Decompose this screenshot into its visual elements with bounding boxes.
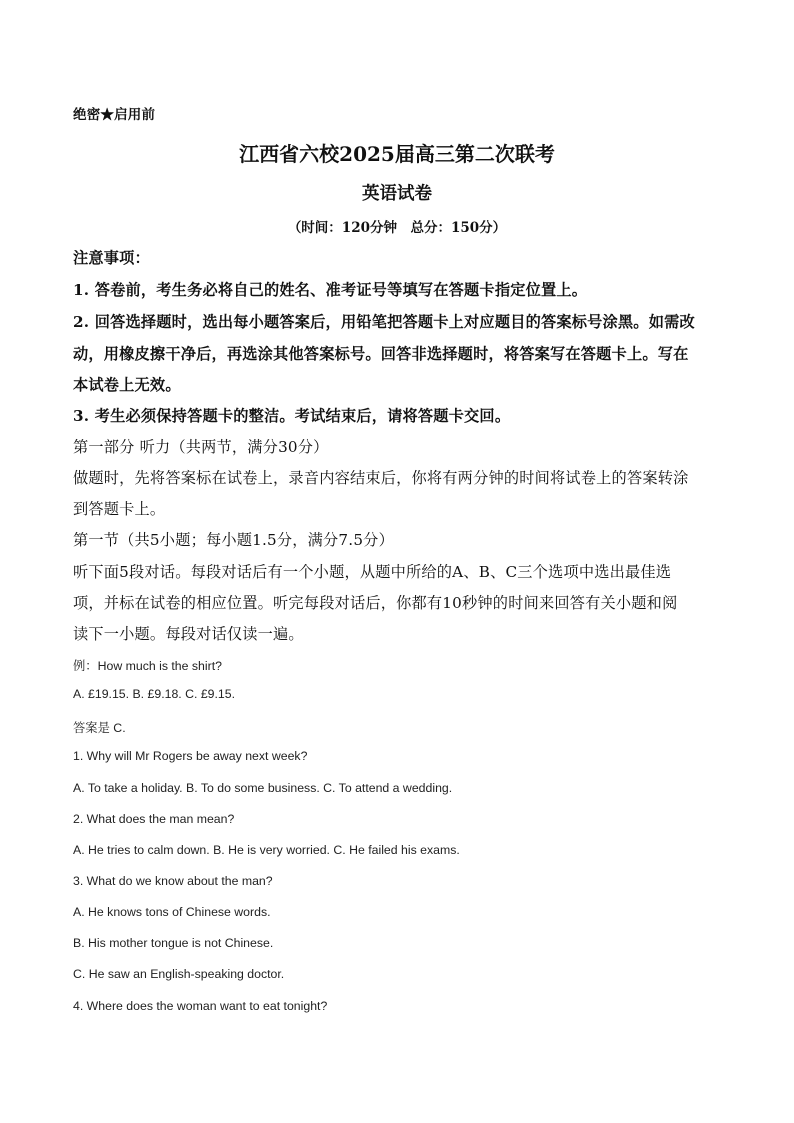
exam-title: 江西省六校2025届高三第二次联考 [239,142,555,166]
question-3-option-a: A. He knows tons of Chinese words. [73,905,271,919]
question-2-options: A. He tries to calm down. B. He is very worried. C. He failed his exams. [73,843,460,857]
question-1-options: A. To take a holiday. B. To do some business. C. To attend a wedding. [73,781,453,795]
part1-intro-line-1: 做题时，先将答案标在试卷上，录音内容结束后，你将有两分钟的时间将试卷上的答案转涂 [73,469,689,487]
question-1: 1. Why will Mr Rogers be away next week? [73,749,308,763]
part1-intro-line-2: 到答题卡上。 [73,500,166,518]
question-3-option-b: B. His mother tongue is not Chinese. [73,936,274,950]
exam-time-score: （时间：120分钟 总分：150分） [287,220,507,236]
part1-heading: 第一部分 听力（共两节，满分30分） [73,438,329,456]
notice-item-2-line-2: 动，用橡皮擦干净后，再选涂其他答案标号。回答非选择题时，将答案写在答题卡上。写在 [73,345,689,363]
section1-instruction-line-1: 听下面5段对话。每段对话后有一个小题，从题中所给的A、B、C三个选项中选出最佳选 [73,563,672,581]
question-3: 3. What do we know about the man? [73,874,273,888]
question-4: 4. Where does the woman want to eat tonight? [73,999,328,1013]
notice-heading: 注意事项： [73,249,150,267]
example-answer: 答案是 C. [73,721,126,735]
question-3-option-c: C. He saw an English-speaking doctor. [73,967,285,981]
section1-heading: 第一节（共5小题；每小题1.5分，满分7.5分） [73,531,394,549]
example-question: 例：How much is the shirt? [73,659,222,673]
notice-item-2-line-1: 2. 回答选择题时，选出每小题答案后，用铅笔把答题卡上对应题目的答案标号涂黑。如需改 [73,313,695,331]
question-2: 2. What does the man mean? [73,812,235,826]
example-options: A. £19.15. B. £9.18. C. £9.15. [73,687,236,701]
section1-instruction-line-3: 读下一小题。每段对话仅读一遍。 [73,625,304,643]
section1-instruction-line-2: 项，并标在试卷的相应位置。听完每段对话后，你都有10秒钟的时间来回答有关小题和阅 [73,594,678,612]
notice-item-2-line-3: 本试卷上无效。 [73,376,181,394]
notice-item-1: 1. 答卷前，考生务必将自己的姓名、准考证号等填写在答题卡指定位置上。 [73,281,588,299]
subject-title: 英语试卷 [362,184,432,204]
secrecy-label: 绝密★启用前 [73,107,156,123]
notice-item-3: 3. 考生必须保持答题卡的整洁。考试结束后，请将答题卡交回。 [73,407,511,425]
